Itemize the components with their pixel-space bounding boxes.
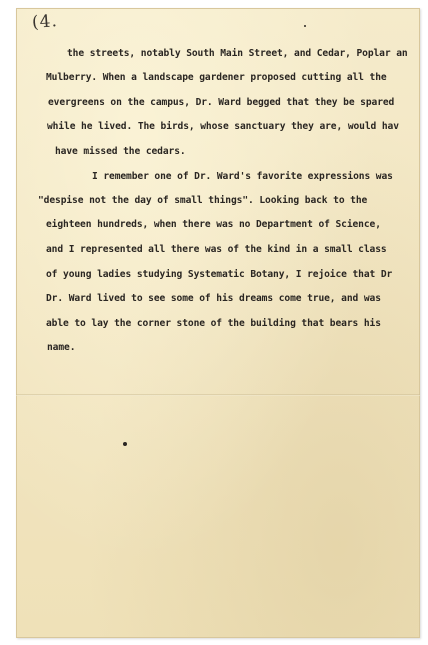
document-page bbox=[16, 8, 420, 638]
text-line: I remember one of Dr. Ward's favorite expressions was bbox=[92, 171, 393, 182]
text-line: while he lived. The birds, whose sanctuary they are, would hav bbox=[47, 121, 399, 132]
text-line: and I represented all there was of the kind in a small class bbox=[46, 244, 387, 255]
text-line: Mulberry. When a landscape gardener proposed cutting all the bbox=[46, 72, 387, 83]
text-line: the streets, notably South Main Street, and Cedar, Poplar an bbox=[67, 48, 408, 59]
text-line: "despise not the day of small things". Looking back to the bbox=[38, 195, 368, 206]
text-line: name. bbox=[47, 342, 76, 353]
text-line: of young ladies studying Systematic Botany, I rejoice that Dr bbox=[46, 269, 393, 280]
typed-text-body bbox=[16, 8, 420, 638]
text-line: Dr. Ward lived to see some of his dreams come true, and was bbox=[46, 293, 381, 304]
text-line: able to lay the corner stone of the building that bears his bbox=[46, 318, 381, 329]
page-number: (4. bbox=[31, 11, 59, 33]
text-line: eighteen hundreds, when there was no Department of Science, bbox=[46, 219, 381, 230]
text-line: have missed the cedars. bbox=[55, 146, 186, 157]
text-line: evergreens on the campus, Dr. Ward begged that they be spared bbox=[48, 97, 395, 108]
